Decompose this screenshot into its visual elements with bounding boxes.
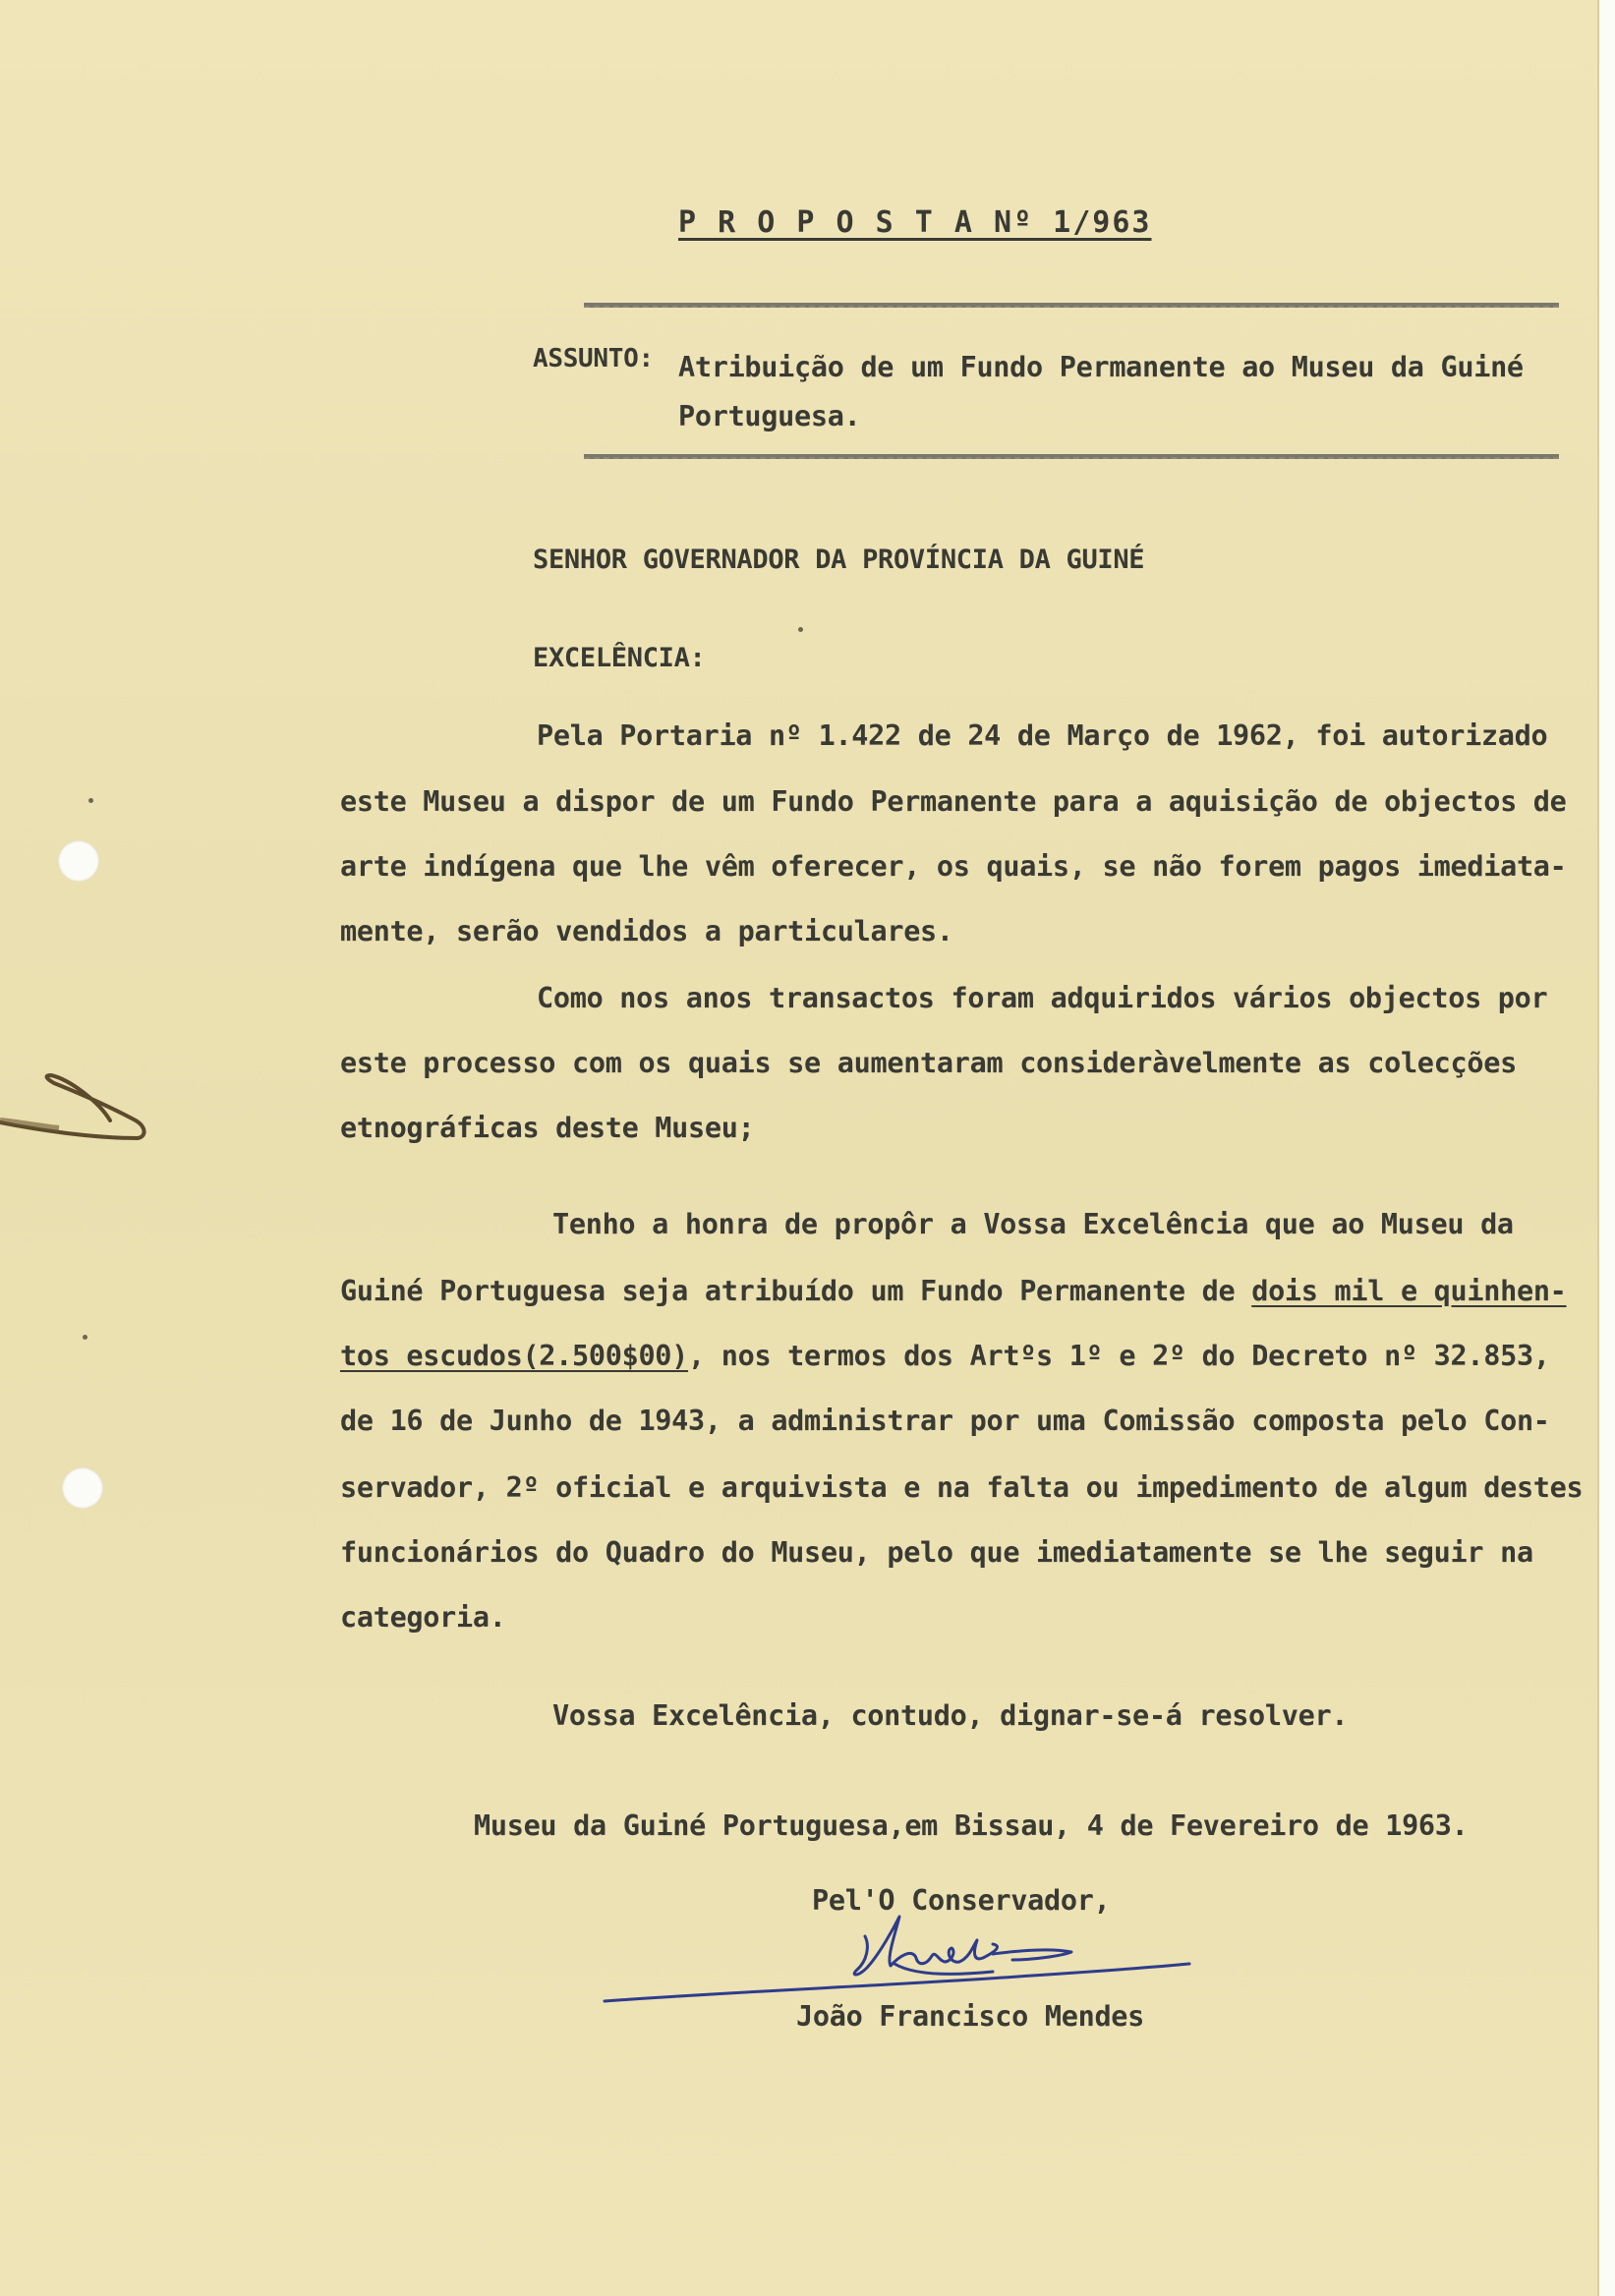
handwritten-signature xyxy=(600,1907,1209,2015)
para3-line6: funcionários do Quadro do Museu, pelo que imediatamente se lhe seguir na xyxy=(340,1536,1533,1569)
paperclip-mark-icon xyxy=(0,1062,147,1140)
para3-line7: categoria. xyxy=(340,1601,506,1634)
para3-line3 xyxy=(340,1340,1550,1372)
amount-words-part1: dois mil e quinhen- xyxy=(1251,1275,1567,1307)
paper-speck xyxy=(83,1335,87,1340)
divider-bottom xyxy=(584,454,1559,459)
amount-words-part2: tos escudos(2.500$00) xyxy=(340,1340,689,1372)
divider-top xyxy=(584,303,1559,308)
para1-line4: mente, serão vendidos a particulares. xyxy=(340,915,953,947)
para3-line2-text: Guiné Portuguesa seja atribuído um Fundo Permanente de xyxy=(340,1275,1252,1307)
signature-label: Pel'O Conservador, xyxy=(812,1884,1111,1917)
closing-line: Vossa Excelência, contudo, dignar-se-á resolver. xyxy=(552,1699,1349,1732)
para2-line1: Como nos anos transactos foram adquiridos vários objectos por xyxy=(537,982,1548,1014)
signatory-name: João Francisco Mendes xyxy=(796,2000,1145,2033)
assunto-text-line1: Atribuição de um Fundo Permanente ao Museu da Guiné xyxy=(678,351,1524,383)
paper-speck xyxy=(798,627,803,632)
para1-line1: Pela Portaria nº 1.422 de 24 de Março de 1962, foi autorizado xyxy=(537,719,1548,752)
para3-line3-text: , nos termos dos Artºs 1º e 2º do Decreto nº 32.853, xyxy=(688,1340,1550,1372)
para3-line5: servador, 2º oficial e arquivista e na falta ou impedimento de algum destes xyxy=(340,1471,1584,1504)
para1-line3: arte indígena que lhe vêm oferecer, os quais, se não forem pagos imediata- xyxy=(340,850,1567,883)
assunto-label: ASSUNTO: xyxy=(533,344,654,373)
paper-edge xyxy=(1597,0,1615,2296)
para2-line2: este processo com os quais se aumentaram consideràvelmente as colecções xyxy=(340,1047,1517,1079)
salutation: EXCELÊNCIA: xyxy=(533,643,706,673)
para2-line3: etnográficas deste Museu; xyxy=(340,1112,755,1144)
addressee: SENHOR GOVERNADOR DA PROVÍNCIA DA GUINÉ xyxy=(533,545,1145,575)
document-title: P R O P O S T A Nº 1/963 xyxy=(678,205,1152,240)
paper-speck xyxy=(88,798,93,803)
para3-line4: de 16 de Junho de 1943, a administrar por uma Comissão composta pelo Con- xyxy=(340,1405,1550,1437)
para3-line2 xyxy=(340,1275,1567,1307)
para1-line2: este Museu a dispor de um Fundo Permanente para a aquisição de objectos de xyxy=(340,785,1567,818)
place-date: Museu da Guiné Portuguesa,em Bissau, 4 de Fevereiro de 1963. xyxy=(474,1809,1469,1842)
para3-line1: Tenho a honra de propôr a Vossa Excelência que ao Museu da xyxy=(552,1208,1514,1240)
punch-hole-top xyxy=(58,840,99,882)
assunto-text-line2: Portuguesa. xyxy=(678,400,861,432)
punch-hole-bottom xyxy=(62,1467,103,1509)
